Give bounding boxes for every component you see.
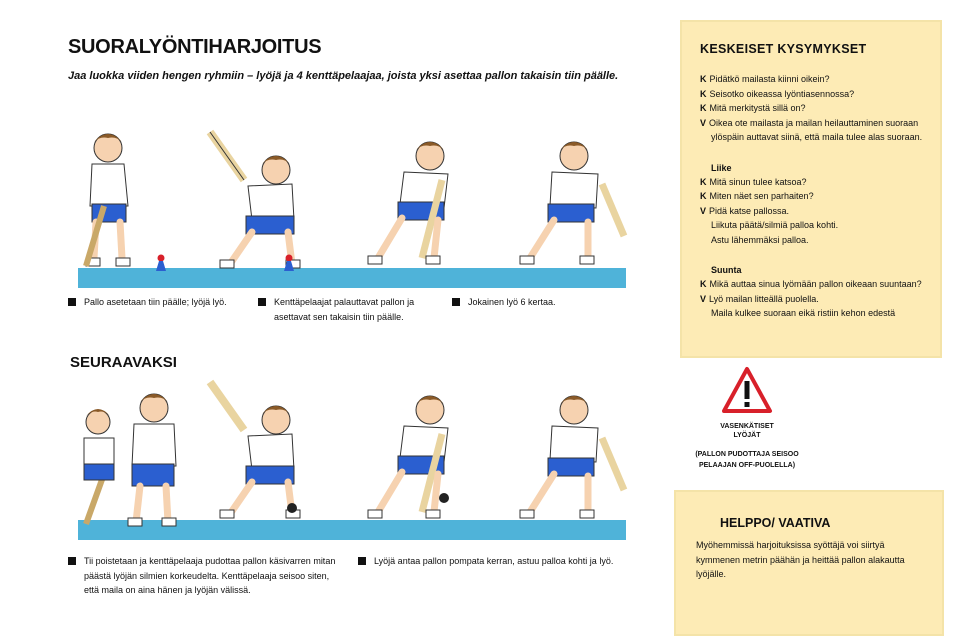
caption-bounce-hit: Lyöjä antaa pallon pompata kerran, astuu palloa kohti ja lyö. — [358, 554, 613, 569]
suunta-list: K Mikä auttaa sinua lyömään pallon oikeaan suuntaan? V Lyö mailan litteällä puolella. Maila kulkee suoraan eikä ristiin kehon edestä — [700, 279, 922, 318]
easy-hard-panel — [674, 490, 944, 636]
warning-icon — [721, 366, 773, 414]
key-questions-panel — [680, 20, 942, 358]
bullet-icon — [68, 557, 76, 565]
caption-tee-removed: Tii poistetaan ja kenttäpelaaja pudottaa pallon käsivarren mitan päästä lyöjän silmien korkeudelta. Kenttäpelaaja seisoo siten, että maila on aina hänen ja lyöjän välissä. — [68, 554, 335, 598]
next-heading: SEURAAVAKSI — [70, 354, 177, 371]
figure-batter-swing-2 — [360, 394, 470, 529]
bullet-icon — [452, 298, 460, 306]
figure-batter-stance — [72, 128, 142, 278]
easy-hard-text: Myöhemmissä harjoituksissa syöttäjä voi siirtyä kymmenen metrin päähän ja heittää pallon alakautta lyöjälle. — [696, 540, 905, 579]
page-subtitle: Jaa luokka viiden hengen ryhmiin – lyöjä ja 4 kenttäpelaajaa, joista yksi asettaa pallon takaisin tiin päälle. — [68, 70, 619, 82]
left-handed-warning: VASENKÄTISET LYÖJÄT (PALLON PUDOTTAJA SEISOO PELAAJAN OFF-PUOLELLA) — [682, 366, 812, 469]
liike-list: K Mitä sinun tulee katsoa? K Miten näet sen parhaiten? V Pidä katse pallossa. Liikuta päätä/silmiä palloa kohti. Astu lähemmäksi palloa. — [700, 176, 839, 245]
figure-batter-backswing-2 — [200, 378, 320, 528]
figure-batter-follow-through — [512, 140, 632, 275]
figure-batter-with-dropper — [76, 384, 186, 534]
questions-list: K Pidätkö mailasta kiinni oikein? K Seisotko oikeassa lyöntiasennossa? K Mitä merkitystä sillä on? V Oikea ote mailasta ja mailan heilauttaminen suoraan ylöspäin auttavat siinä, että maila tulee alas suoraan. — [700, 74, 923, 142]
bullet-icon — [358, 557, 366, 565]
liike-title: Liike — [711, 162, 732, 173]
figure-batter-backswing — [200, 128, 320, 278]
bullet-icon — [258, 298, 266, 306]
tee-icon — [154, 254, 168, 272]
tee-icon-2 — [282, 254, 296, 272]
figure-batter-swing — [360, 140, 470, 275]
page-title: SUORALYÖNTIHARJOITUS — [68, 36, 322, 58]
easy-hard-heading: HELPPO/ VAATIVA — [720, 516, 831, 530]
figure-batter-follow-through-2 — [512, 394, 632, 529]
bullet-icon — [68, 298, 76, 306]
caption-fielders-return: Kenttäpelaajat palauttavat pallon ja asettavat sen takaisin tiin päälle. — [258, 295, 414, 324]
caption-six-times: Jokainen lyö 6 kertaa. — [452, 295, 556, 310]
suunta-title: Suunta — [711, 265, 742, 275]
caption-tee-hit: Pallo asetetaan tiin päälle; lyöjä lyö. — [68, 295, 227, 310]
key-questions-heading: KESKEISET KYSYMYKSET — [700, 42, 867, 56]
